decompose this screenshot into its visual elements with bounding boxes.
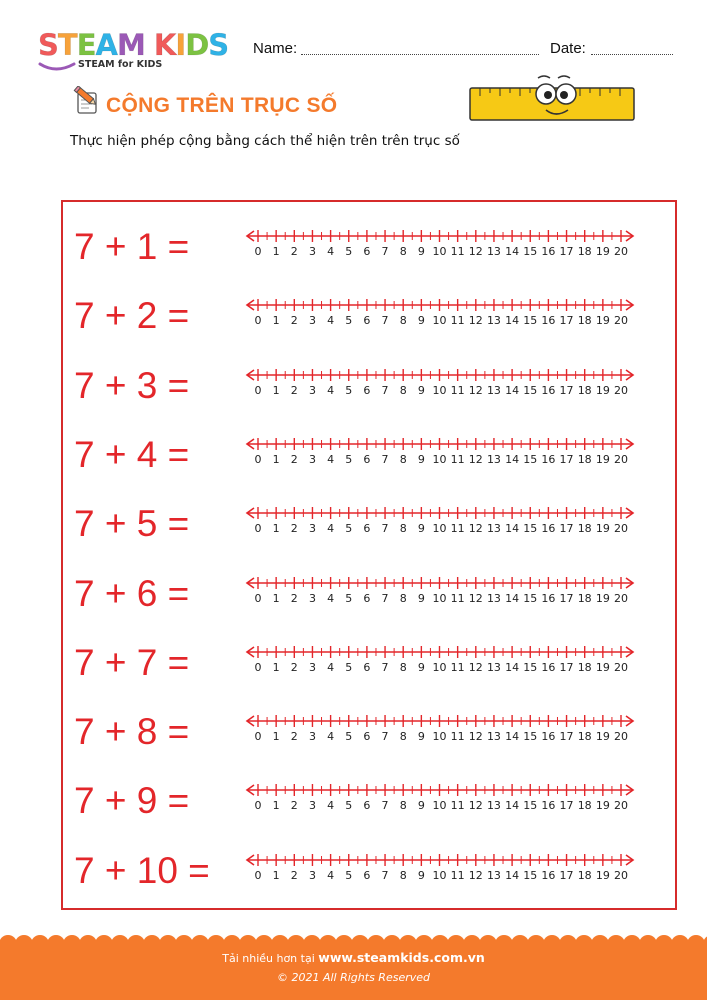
page-title: CỘNG TRÊN TRỤC SỐ [106,94,338,117]
number-line-label: 9 [417,245,425,258]
steam-kids-logo [38,30,238,74]
number-line-label: 0 [254,452,262,466]
number-line-label: 10 [432,452,447,466]
number-line-label: 12 [468,452,483,466]
number-line-label: 15 [523,452,538,466]
number-line-label: 18 [577,730,592,744]
number-line-label: 12 [468,730,483,744]
number-line-label: 18 [577,868,592,882]
number-line-label: 3 [308,868,316,882]
number-line-label: 12 [468,591,483,605]
number-line-label: 13 [486,383,501,397]
number-line-label: 17 [559,868,574,882]
number-line-label: 13 [486,868,501,882]
ruler-mascot-icon [468,72,638,124]
number-line-label: 4 [327,730,335,744]
number-line-label: 2 [290,245,298,258]
number-line-label: 6 [363,522,371,536]
number-line-label: 8 [399,799,407,813]
number-line-label: 15 [523,660,538,674]
number-line-label: 17 [559,730,574,744]
number-line-label: 20 [614,314,628,328]
number-line-label: 12 [468,314,483,328]
number-line-label: 19 [595,452,610,466]
number-line-label: 10 [432,799,447,813]
logo-subtitle: STEAM for KIDS [78,59,163,70]
number-line-label: 1 [272,591,280,605]
footer [0,940,707,1000]
number-line-label: 15 [523,314,538,328]
number-line-label: 15 [523,868,538,882]
number-line-label: 16 [541,383,556,397]
number-line-label: 13 [486,591,501,605]
number-line-label: 3 [308,383,316,397]
number-line-label: 20 [614,799,628,813]
number-line-label: 18 [577,522,592,536]
number-line-label: 14 [505,383,520,397]
number-line-label: 1 [272,799,280,813]
number-line-label: 5 [345,522,353,536]
number-line-label: 7 [381,868,389,882]
number-line-label: 1 [272,730,280,744]
number-line-label: 18 [577,799,592,813]
number-line-label: 2 [290,730,298,744]
number-line-label: 15 [523,591,538,605]
number-line-label: 20 [614,383,628,397]
number-line-label: 12 [468,868,483,882]
number-line-label: 5 [345,383,353,397]
logo-letter: D [185,28,209,62]
number-line-label: 14 [505,660,520,674]
equation: 7 + 5 = [74,503,190,545]
number-line-label: 4 [327,314,335,328]
number-line-label: 20 [614,245,628,258]
number-line-label: 19 [595,730,610,744]
number-line-label: 5 [345,730,353,744]
number-line-label: 18 [577,383,592,397]
number-line-label: 13 [486,522,501,536]
number-line-label: 9 [417,522,425,536]
number-line-label: 9 [417,383,425,397]
equation: 7 + 6 = [74,572,190,614]
number-line-label: 13 [486,730,501,744]
number-line-label: 17 [559,522,574,536]
name-label: Name: [253,40,298,57]
number-line-label: 13 [486,799,501,813]
equation: 7 + 9 = [74,780,190,822]
number-line-label: 3 [308,452,316,466]
number-line[interactable] [240,289,640,329]
logo-letter: T [57,28,77,62]
number-line-label: 7 [381,730,389,744]
number-line-label: 17 [559,383,574,397]
number-line-label: 8 [399,868,407,882]
number-line-label: 0 [254,868,262,882]
number-line-label: 18 [577,314,592,328]
number-line-label: 7 [381,452,389,466]
number-line-label: 19 [595,522,610,536]
number-line-label: 5 [345,660,353,674]
number-line[interactable] [240,428,640,468]
number-line-label: 15 [523,730,538,744]
number-line-label: 14 [505,522,520,536]
number-line-label: 6 [363,314,371,328]
number-line-label: 4 [327,660,335,674]
name-field[interactable] [301,54,539,55]
number-line-label: 0 [254,591,262,605]
number-line-label: 20 [614,452,628,466]
number-line-label: 12 [468,660,483,674]
number-line-label: 4 [327,245,335,258]
number-line-label: 6 [363,591,371,605]
number-line-label: 10 [432,245,447,258]
number-line-label: 11 [450,730,465,744]
logo-letter: E [76,28,96,62]
number-line-label: 15 [523,245,538,258]
number-line-label: 19 [595,799,610,813]
number-line-label: 19 [595,245,610,258]
number-line[interactable] [240,844,640,884]
number-line-label: 8 [399,383,407,397]
logo-letter [145,28,154,62]
number-line-label: 1 [272,245,280,258]
logo-swoosh-icon [38,60,78,74]
number-line-label: 19 [595,314,610,328]
number-line-label: 9 [417,452,425,466]
number-line-label: 16 [541,868,556,882]
logo-letter: I [175,28,186,62]
number-line-label: 14 [505,591,520,605]
number-line-label: 7 [381,383,389,397]
number-line-label: 16 [541,522,556,536]
number-line-label: 4 [327,868,335,882]
number-line-label: 9 [417,730,425,744]
number-line-label: 13 [486,314,501,328]
number-line-label: 10 [432,314,447,328]
number-line-label: 12 [468,522,483,536]
logo-wordmark [38,30,228,60]
number-line-label: 16 [541,314,556,328]
number-line-label: 8 [399,591,407,605]
logo-letter: S [208,28,229,62]
number-line-label: 18 [577,452,592,466]
number-line-label: 9 [417,660,425,674]
number-line-label: 11 [450,314,465,328]
number-line-label: 2 [290,522,298,536]
number-line-label: 0 [254,245,262,258]
number-line-label: 9 [417,799,425,813]
number-line-label: 1 [272,314,280,328]
number-line-label: 19 [595,660,610,674]
number-line-label: 6 [363,868,371,882]
logo-letter: M [116,28,145,62]
instructions: Thực hiện phép cộng bằng cách thể hiện trên trên trục số [70,133,460,149]
number-line-label: 0 [254,383,262,397]
number-line-label: 6 [363,799,371,813]
number-line[interactable] [240,359,640,399]
logo-letter: A [95,28,117,62]
number-line[interactable] [240,636,640,676]
number-line-label: 17 [559,591,574,605]
number-line-label: 3 [308,245,316,258]
number-line-label: 0 [254,799,262,813]
number-line-label: 12 [468,245,483,258]
number-line-label: 18 [577,245,592,258]
number-line-label: 8 [399,245,407,258]
number-line-label: 1 [272,868,280,882]
number-line-label: 7 [381,522,389,536]
number-line-label: 6 [363,660,371,674]
number-line-label: 16 [541,591,556,605]
number-line-label: 9 [417,591,425,605]
number-line-label: 8 [399,522,407,536]
number-line-label: 1 [272,383,280,397]
number-line-label: 3 [308,591,316,605]
number-line-label: 9 [417,314,425,328]
number-line-label: 20 [614,522,628,536]
number-line-label: 2 [290,660,298,674]
number-line-label: 5 [345,799,353,813]
number-line-label: 8 [399,730,407,744]
number-line-label: 9 [417,868,425,882]
number-line-label: 20 [614,591,628,605]
number-line-label: 1 [272,522,280,536]
number-line-label: 8 [399,452,407,466]
number-line-label: 0 [254,730,262,744]
number-line-label: 3 [308,314,316,328]
number-line-label: 13 [486,245,501,258]
equation: 7 + 8 = [74,711,190,753]
date-label: Date: [550,40,586,57]
number-line[interactable] [240,774,640,814]
number-line-label: 10 [432,522,447,536]
number-line[interactable] [240,567,640,607]
number-line-label: 0 [254,522,262,536]
number-line[interactable] [240,220,640,260]
number-line-label: 14 [505,452,520,466]
equation: 7 + 3 = [74,364,190,406]
date-field[interactable] [591,54,673,55]
number-line-label: 12 [468,799,483,813]
number-line-label: 15 [523,799,538,813]
number-line-label: 8 [399,314,407,328]
number-line-label: 3 [308,730,316,744]
number-line-label: 17 [559,245,574,258]
number-line-label: 10 [432,591,447,605]
number-line-label: 4 [327,522,335,536]
footer-prefix: Tải nhiều hơn tại [222,952,315,965]
number-line-label: 16 [541,660,556,674]
number-line-label: 11 [450,383,465,397]
number-line-label: 14 [505,314,520,328]
number-line-label: 16 [541,730,556,744]
number-line-label: 2 [290,591,298,605]
number-line-label: 7 [381,660,389,674]
number-line-label: 4 [327,799,335,813]
number-line-label: 6 [363,383,371,397]
number-line-label: 1 [272,452,280,466]
number-line[interactable] [240,705,640,745]
number-line-label: 7 [381,799,389,813]
number-line-label: 1 [272,660,280,674]
number-line-label: 5 [345,868,353,882]
number-line-label: 11 [450,245,465,258]
number-line-label: 11 [450,868,465,882]
number-line-label: 18 [577,660,592,674]
number-line-label: 3 [308,660,316,674]
number-line-label: 3 [308,522,316,536]
number-line-label: 7 [381,591,389,605]
number-line-label: 5 [345,245,353,258]
number-line-label: 10 [432,730,447,744]
number-line-label: 2 [290,799,298,813]
number-line-label: 20 [614,868,628,882]
number-line-label: 11 [450,522,465,536]
number-line-label: 4 [327,452,335,466]
footer-copyright: © 2021 All Rights Reserved [276,971,430,984]
logo-letter: S [38,28,58,62]
number-line-label: 2 [290,868,298,882]
number-line-label: 5 [345,452,353,466]
number-line-label: 15 [523,522,538,536]
number-line-label: 13 [486,660,501,674]
number-line-label: 6 [363,730,371,744]
number-line-label: 6 [363,245,371,258]
number-line-label: 17 [559,314,574,328]
logo-letter: K [153,28,176,62]
number-line-label: 0 [254,314,262,328]
equation: 7 + 1 = [74,226,190,267]
footer-site-link[interactable]: www.steamkids.com.vn [318,950,485,965]
number-line-label: 2 [290,452,298,466]
number-line-label: 10 [432,868,447,882]
number-line-label: 11 [450,799,465,813]
equation: 7 + 2 = [74,295,190,337]
number-line-label: 12 [468,383,483,397]
number-line-label: 11 [450,591,465,605]
number-line-label: 16 [541,245,556,258]
number-line-label: 4 [327,383,335,397]
number-line-label: 19 [595,868,610,882]
number-line-label: 19 [595,591,610,605]
number-line-label: 20 [614,730,628,744]
number-line-label: 0 [254,660,262,674]
number-line-label: 11 [450,452,465,466]
number-line-label: 3 [308,799,316,813]
footer-download-line [0,950,707,965]
number-line-label: 17 [559,799,574,813]
number-line-label: 7 [381,245,389,258]
number-line-label: 20 [614,660,628,674]
number-line-label: 18 [577,591,592,605]
number-line-label: 11 [450,660,465,674]
number-line-label: 14 [505,799,520,813]
number-line[interactable] [240,497,640,537]
equation: 7 + 7 = [74,641,190,683]
number-line-label: 2 [290,383,298,397]
number-line-label: 6 [363,452,371,466]
number-line-label: 4 [327,591,335,605]
number-line-label: 5 [345,591,353,605]
number-line-label: 14 [505,868,520,882]
number-line-label: 14 [505,730,520,744]
number-line-label: 14 [505,245,520,258]
number-line-label: 19 [595,383,610,397]
equation: 7 + 10 = [74,849,210,891]
number-line-label: 5 [345,314,353,328]
number-line-label: 17 [559,452,574,466]
number-line-label: 13 [486,452,501,466]
number-line-label: 8 [399,660,407,674]
number-line-label: 16 [541,799,556,813]
equation: 7 + 4 = [74,433,190,475]
number-line-label: 15 [523,383,538,397]
number-line-label: 17 [559,660,574,674]
number-line-label: 10 [432,660,447,674]
pencil-paper-icon [72,86,102,116]
number-line-label: 7 [381,314,389,328]
number-line-label: 10 [432,383,447,397]
number-line-label: 2 [290,314,298,328]
number-line-label: 16 [541,452,556,466]
